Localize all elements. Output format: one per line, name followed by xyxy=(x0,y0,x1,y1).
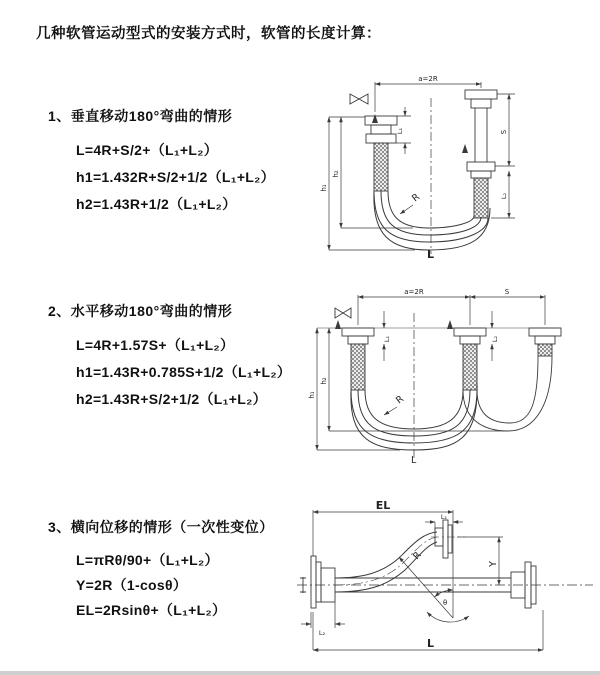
dim-label-l2: L₂ xyxy=(318,629,326,637)
formula-line: h1=1.432R+S/2+1/2（L₁+L₂） xyxy=(76,169,275,185)
length-label: L xyxy=(427,248,435,260)
formula-line: L=4R+1.57S+（L₁+L₂） xyxy=(76,337,235,353)
section-3-heading: 3、横向位移的情形（一次性变位） xyxy=(48,519,274,535)
braided-hose-section xyxy=(463,344,477,390)
section-2-heading: 2、水平移动180°弯曲的情形 xyxy=(48,303,233,319)
formula-line: h2=1.43R+1/2（L₁+L₂） xyxy=(76,196,237,212)
radius-construction-line xyxy=(399,557,453,618)
flow-arrow-up xyxy=(372,114,378,123)
angle-theta-arcs xyxy=(427,590,469,622)
diagram-lateral-displacement xyxy=(295,500,600,668)
dimension-l1 xyxy=(425,522,463,530)
right-pipe-fitting xyxy=(462,90,497,218)
radius-leader xyxy=(400,205,413,214)
section-vertical-180 xyxy=(48,106,275,218)
flow-arrow-up xyxy=(447,320,453,329)
formula-line: L=πRθ/90+（L₁+L₂） xyxy=(76,552,219,568)
section-lateral-displacement xyxy=(48,517,274,623)
diagram-1-labels xyxy=(320,75,508,260)
dim-label-s: S xyxy=(504,288,510,296)
dim-label-y: Y xyxy=(488,561,499,567)
flow-arrow-up xyxy=(335,320,341,329)
page-title: 几种软管运动型式的安装方式时，软管的长度计算： xyxy=(36,26,381,42)
dim-label-a2r: a=2R xyxy=(404,288,424,296)
dimension-a-2r xyxy=(358,295,545,325)
radius-label: R xyxy=(411,549,424,563)
radius-leader xyxy=(384,407,397,415)
dim-label-l1: L₁ xyxy=(440,513,448,521)
dim-label-a2r: a=2R xyxy=(418,75,438,83)
dim-label-h2: h₂ xyxy=(332,170,340,178)
u-hose-curves xyxy=(374,191,490,250)
braided-hose-section xyxy=(474,178,488,218)
formula-line: L=4R+S/2+（L₁+L₂） xyxy=(76,142,219,158)
section-1-formulas xyxy=(76,137,275,218)
dim-label-h1: h₁ xyxy=(320,184,328,192)
dim-label-h1: h₁ xyxy=(308,391,316,399)
formula-line: h2=1.43R+S/2+1/2（L₁+L₂） xyxy=(76,391,267,407)
section-2-formulas xyxy=(76,332,291,413)
length-label: L xyxy=(411,455,417,465)
left-flange xyxy=(311,556,335,608)
diagram-3-labels xyxy=(319,500,499,650)
section-1-heading: 1、垂直移动180°弯曲的情形 xyxy=(48,108,233,124)
pipe-fitting-2 xyxy=(447,320,486,390)
upper-flange xyxy=(431,520,465,558)
dim-label-l2: L₂ xyxy=(500,192,508,200)
flow-arrow-up xyxy=(462,144,468,153)
formula-line: h1=1.43R+0.785S+1/2（L₁+L₂） xyxy=(76,364,292,380)
diagram-vertical-180-bend xyxy=(313,70,595,260)
page-bottom-edge xyxy=(0,671,600,675)
left-pipe-fitting xyxy=(365,114,397,191)
valve-icon xyxy=(335,308,351,318)
braided-hose-section xyxy=(538,344,552,356)
diagram-horizontal-180-bend xyxy=(305,283,595,465)
radius-label: R xyxy=(410,191,423,205)
dimension-h1 xyxy=(329,117,415,250)
braided-hose-section xyxy=(351,344,365,390)
dim-label-l1: L₁ xyxy=(383,335,391,343)
dim-label-h2: h₂ xyxy=(320,377,328,385)
dim-label-l2: L₂ xyxy=(491,335,499,343)
length-label: L xyxy=(427,637,435,650)
formula-line: Y=2R（1-cosθ） xyxy=(76,577,188,593)
dim-label-s: S xyxy=(500,129,508,135)
section-horizontal-180 xyxy=(48,301,291,413)
pipe-fitting-3 xyxy=(529,328,561,356)
dim-label-el: EL xyxy=(375,500,391,512)
braided-hose-section xyxy=(374,143,388,191)
formula-line: EL=2Rsinθ+（L₁+L₂） xyxy=(76,602,227,618)
section-3-formulas xyxy=(76,548,274,623)
angle-label-theta: θ xyxy=(443,599,448,607)
valve-icon xyxy=(350,94,368,104)
radius-label: R xyxy=(394,393,407,407)
dim-label-l1: L₁ xyxy=(396,127,404,135)
dimension-l2 xyxy=(301,602,345,628)
pipe-fitting-1 xyxy=(335,320,374,390)
